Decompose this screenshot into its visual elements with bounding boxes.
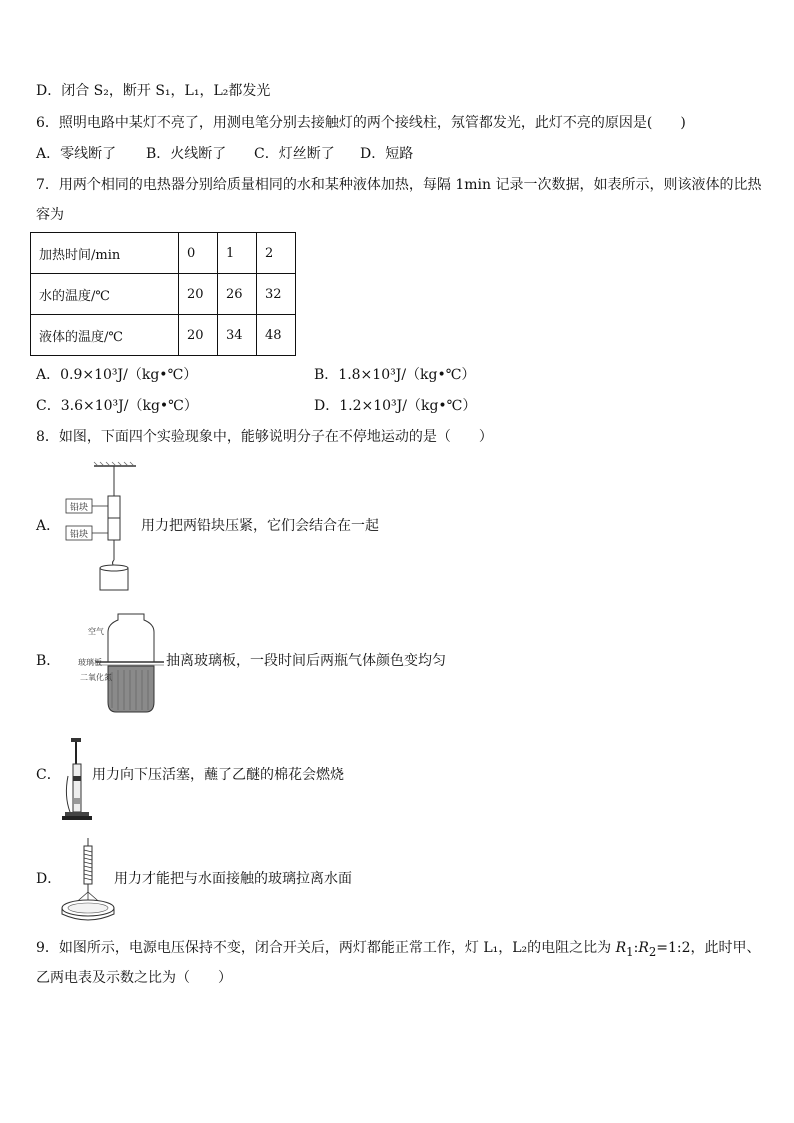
cell-value: 48 — [257, 315, 296, 356]
q6-option-d: D．短路 — [360, 146, 414, 162]
q9-stem-b: ，此时甲、 — [690, 940, 761, 956]
ratio-r1: R — [615, 940, 627, 956]
q8-item-a-letter: A． — [36, 518, 61, 534]
lead-label-bottom: 铅块 — [69, 530, 89, 540]
row-label: 液体的温度/℃ — [31, 315, 179, 356]
lead-blocks-figure — [64, 462, 140, 592]
ratio-value: =1:2 — [656, 940, 691, 956]
q6-option-a: A．零线断了 — [36, 146, 117, 162]
q6-option-b: B．火线断了 — [146, 146, 227, 162]
lead-label-top: 铅块 — [69, 503, 89, 513]
cell-value: 20 — [179, 315, 218, 356]
ratio-sub2: 2 — [648, 944, 657, 959]
cell-value: 0 — [179, 233, 218, 274]
cell-value: 26 — [218, 274, 257, 315]
q7-option-c: C．3.6×10³J/（kg•℃） — [36, 398, 198, 414]
q7-option-b: B．1.8×10³J/（kg•℃） — [314, 367, 476, 383]
q8-item-b-text: 抽离玻璃板，一段时间后两瓶气体颜色变均匀 — [166, 653, 446, 669]
cell-value: 32 — [257, 274, 296, 315]
glass-plate-water-figure — [60, 838, 116, 924]
q8-item-a-text: 用力把两铅块压紧，它们会结合在一起 — [141, 518, 379, 534]
cell-value: 1 — [218, 233, 257, 274]
air-label: 空气 — [88, 627, 104, 636]
row-label: 水的温度/℃ — [31, 274, 179, 315]
table-row — [31, 233, 296, 274]
cell-value: 2 — [257, 233, 296, 274]
q5-option-d: D．闭合 S₂，断开 S₁，L₁，L₂都发光 — [36, 83, 271, 99]
no2-label: 二氧化氮 — [80, 673, 112, 682]
q7-stem-line2: 容为 — [36, 207, 64, 223]
q8-item-c-letter: C． — [36, 767, 61, 783]
q9-stem-line1 — [36, 938, 761, 962]
q8-item-d-letter: D． — [36, 871, 62, 887]
q8-item-d-text: 用力才能把与水面接触的玻璃拉离水面 — [114, 871, 352, 887]
row-label: 加热时间/min — [31, 233, 179, 274]
ratio-r2: R — [638, 940, 649, 956]
q7-option-a: A．0.9×10³J/（kg•℃） — [36, 367, 198, 383]
cell-value: 34 — [218, 315, 257, 356]
q9-stem-a: 9．如图所示，电源电压保持不变，闭合开关后，两灯都能正常工作，灯 L₁，L₂的电阻之比为 — [36, 940, 616, 956]
cell-value: 20 — [179, 274, 218, 315]
ratio-sub1: 1 — [626, 944, 634, 959]
q9-stem-line2: 乙两电表及示数之比为（ ） — [36, 970, 232, 986]
q7-option-d: D．1.2×10³J/（kg•℃） — [314, 398, 477, 414]
q7-stem-line1: 7．用两个相同的电热器分别给质量相同的水和某种液体加热，每隔 1min 记录一次数据，如表所示，则该液体的比热 — [36, 177, 762, 193]
compression-piston-figure — [62, 736, 92, 822]
ratio-colon: : — [633, 940, 639, 956]
glass-plate-label: 玻璃板 — [78, 658, 102, 667]
q8-stem: 8．如图，下面四个实验现象中，能够说明分子在不停地运动的是（ ） — [36, 429, 493, 445]
q8-item-b-letter: B． — [36, 653, 61, 669]
table-row — [31, 315, 296, 356]
q8-item-c-text: 用力向下压活塞，蘸了乙醚的棉花会燃烧 — [92, 767, 344, 783]
q6-option-c: C．灯丝断了 — [254, 146, 335, 162]
table-row — [31, 274, 296, 315]
q6-stem: 6．照明电路中某灯不亮了，用测电笔分别去接触灯的两个接线柱，氖管都发光，此灯不亮的原因是( ) — [36, 115, 686, 131]
q7-data-table — [30, 232, 296, 356]
gas-diffusion-figure — [78, 612, 166, 714]
